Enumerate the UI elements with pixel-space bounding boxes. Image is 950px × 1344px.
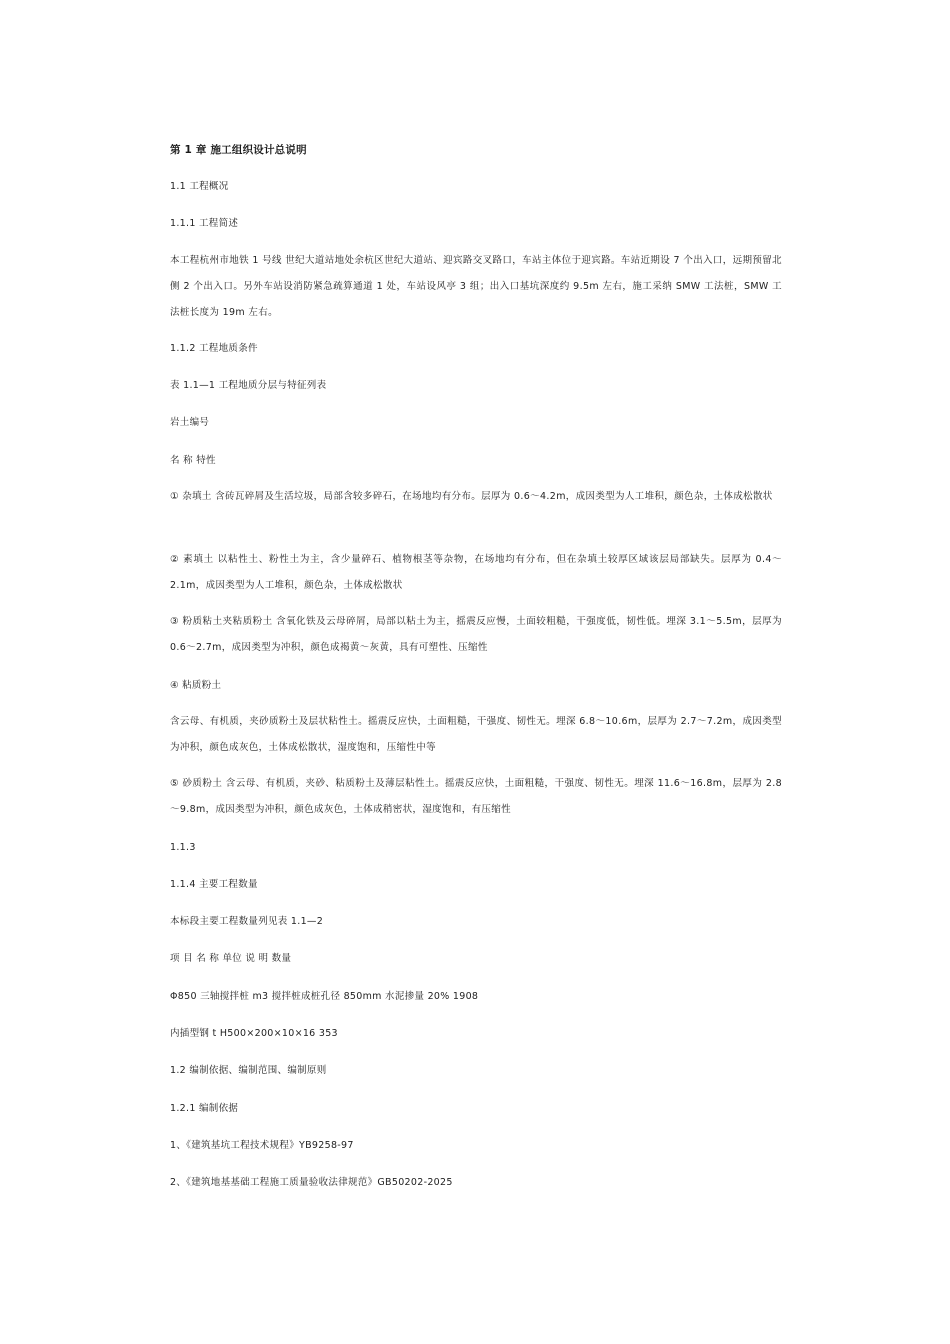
quantity-intro: 本标段主要工程数量列见表 1.1—2 [170, 916, 324, 927]
reference-1: 1、《建筑基坑工程技术规程》YB9258-97 [170, 1140, 354, 1151]
quantity-row-steel: 内插型钢 t H500×200×10×16 353 [170, 1028, 338, 1039]
table-caption: 表 1.1—1 工程地质分层与特征列表 [170, 380, 327, 391]
overview-paragraph: 本工程杭州市地铁 1 号线 世纪大道站地处余杭区世纪大道站、迎宾路交叉路口，车站主体位于迎宾路。车站近期设 7 个出入口，远期预留北侧 2 个出入口。另外车站设消防紧急疏算通道 1 处，车站设风亭 3 组；出入口基坑深度约 9.5m 左右，施工采纳 SMW 工法桩，SMW 工法桩长度为 19m 左右。 [170, 255, 782, 318]
chapter-title: 第 1 章 施工组织设计总说明 [170, 144, 307, 156]
section-heading-1-2-1: 1.2.1 编制依据 [170, 1103, 239, 1114]
quantity-table-header: 项 目 名 称 单位 说 明 数量 [170, 953, 292, 964]
soil-layer-4-title: ④ 粘质粉土 [170, 680, 222, 691]
soil-layer-2: ② 素填土 以粘性土、粉性土为主，含少量碎石、植物根茎等杂物，在场地均有分布，但在杂填土较厚区域该层局部缺失。层厚为 0.4～2.1m，成因类型为人工堆积，颜色杂，土体成松散状 [170, 554, 782, 591]
section-heading-1-2: 1.2 编制依据、编制范围、编制原则 [170, 1065, 327, 1076]
column-soil-number: 岩土编号 [170, 417, 210, 428]
section-heading-1-1-4: 1.1.4 主要工程数量 [170, 879, 258, 890]
section-heading-1-1-1: 1.1.1 工程简述 [170, 218, 239, 229]
reference-2: 2、《建筑地基基础工程施工质量验收法律规范》GB50202-2025 [170, 1177, 453, 1188]
quantity-row-mixing-pile: Φ850 三轴搅拌桩 m3 搅拌桩成桩孔径 850mm 水泥掺量 20% 1908 [170, 991, 479, 1002]
soil-layer-4-description: 含云母、有机质，夹砂质粉土及层状粘性土。摇震反应快，土面粗糙，干强度、韧性无。埋深 6.8～10.6m，层厚为 2.7～7.2m，成因类型为冲积，颜色成灰色，土体成松散状，湿度饱和，压缩性中等 [170, 716, 782, 753]
soil-layer-1: ① 杂填土 含砖瓦碎屑及生活垃圾，局部含较多碎石，在场地均有分布。层厚为 0.6～4.2m，成因类型为人工堆积，颜色杂，土体成松散状 [170, 491, 773, 502]
section-heading-1-1-2: 1.1.2 工程地质条件 [170, 343, 258, 354]
column-name-feature: 名 称 特性 [170, 455, 216, 466]
section-heading-1-1-3: 1.1.3 [170, 842, 196, 853]
soil-layer-5: ⑤ 砂质粉土 含云母、有机质，夹砂、粘质粉土及薄层粘性土。摇震反应快，土面粗糙，干强度、韧性无。埋深 11.6～16.8m，层厚为 2.8～9.8m，成因类型为冲积，颜色成灰色，土体成稍密状，湿度饱和，有压缩性 [170, 778, 782, 815]
soil-layer-3: ③ 粉质粘土夹粘质粉土 含氧化铁及云母碎屑，局部以粘土为主，摇震反应慢，土面较粗糙，干强度低，韧性低。埋深 3.1～5.5m，层厚为 0.6～2.7m，成因类型为冲积，颜色成褐黄～灰黄，具有可塑性、压缩性 [170, 616, 782, 653]
section-heading-1-1: 1.1 工程概况 [170, 181, 229, 192]
